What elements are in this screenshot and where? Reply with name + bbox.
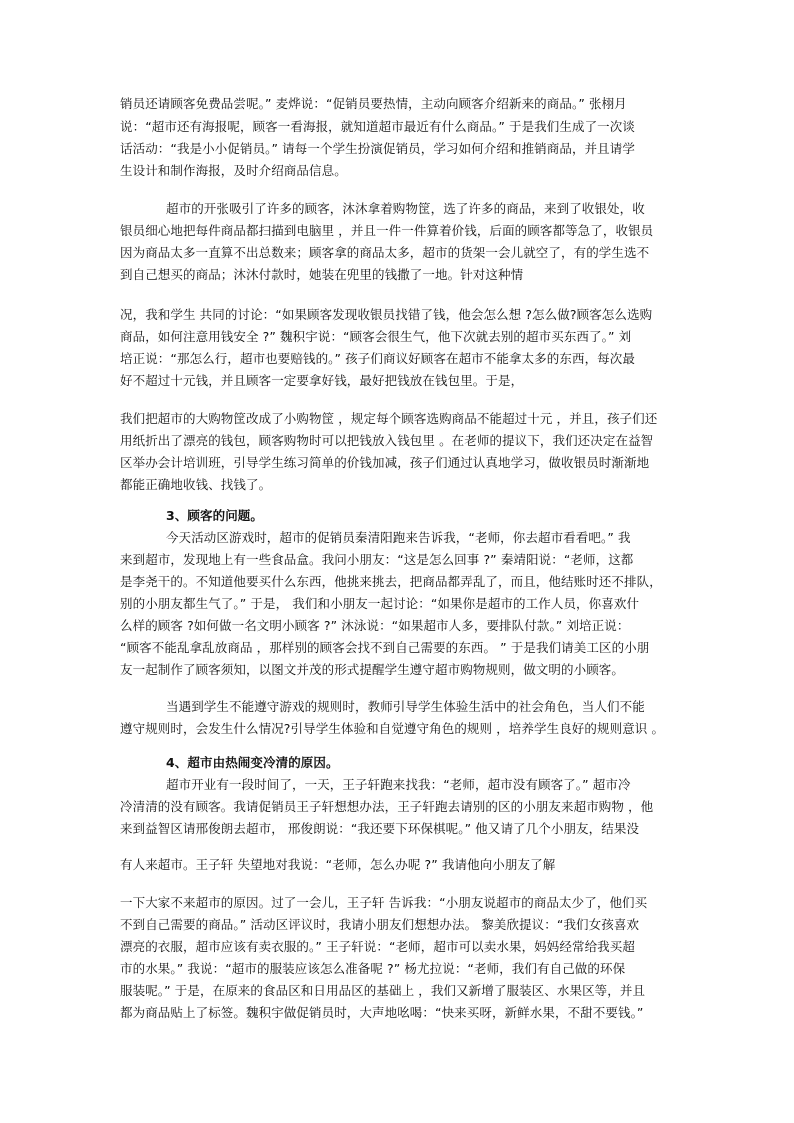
text-line: 说：“超市还有海报呢，顾客一看海报，就知道超市最近有什么商品。” 于是我们生成了一次谈 xyxy=(120,119,635,134)
text-line: 银员细心地把每件商品都扫描到电脑里 ，并且一件一件算着价钱，后面的顾客都等急了，收银员 xyxy=(120,223,654,238)
section-heading: 3、顾客的问题。 xyxy=(166,508,263,523)
paragraph-first-line: 当遇到学生不能遵守游戏的规则时，教师引导学生体验生活中的社会角色，当人们不能 xyxy=(166,699,645,714)
text-line: 商品，如何注意用钱安全 ?” 魏积宇说：“顾客会很生气，他下次就去别的超市买东西了。” 刘 xyxy=(120,329,632,344)
text-line: 有人来超市。王子轩 失望地对我说：“老师，怎么办呢 ?” 我请他向小朋友了解 xyxy=(120,857,556,872)
text-line: 一下大家不来超市的原因。过了一会儿，王子轩 告诉我：“小朋友说超市的商品太少了，他们买 xyxy=(120,895,648,910)
text-line: 生设计和制作海报，及时介绍商品信息。 xyxy=(120,163,347,178)
paragraph-first-line: 超市开业有一段时间了，一天，王子轩跑来找我：“老师，超市没有顾客了。” 超市冷 xyxy=(166,777,631,792)
text-line: 市的水果。” 我说：“超市的服装应该怎么准备呢 ?” 杨尤拉说：“老师，我们有自己做的环保 xyxy=(120,961,626,976)
text-line: 都为商品贴上了标签。魏积宇做促销员时，大声地吆喝：“快来买呀，新鲜水果，不甜不要钱。” xyxy=(120,1005,644,1020)
text-line: 销员还请顾客免费品尝呢。” 麦烨说：“促销员要热情，主动向顾客介绍新来的商品。” 张栩月 xyxy=(120,96,627,111)
text-line: 么样的顾客 ?如何做一名文明小顾客 ?” 沐泳说：“如果超市人多，要排队付款。” 刘培正说： xyxy=(120,618,630,633)
text-line: 到自己想买的商品；沐沐付款时，她装在兜里的钱撒了一地。针对这种情 xyxy=(120,267,524,282)
text-line: 话活动：“我是小小促销员。” 请每一个学生扮演促销员，学习如何介绍和推销商品，并且请学 xyxy=(120,141,635,156)
text-line: 服装呢。” 于是，在原来的食品区和日用品区的基础上 ，我们又新增了服装区、水果区等，并且 xyxy=(120,983,646,998)
text-line: 是李尧干的。不知道他要买什么东西，他挑来挑去，把商品都弄乱了，而且，他结账时还不排队， xyxy=(120,574,662,589)
text-line: 区举办会计培训班，引导学生练习简单的价钱加减，孩子们通过认真地学习，做收银员时渐渐地 xyxy=(120,455,650,470)
text-line: 用纸折出了漂亮的钱包，顾客购物时可以把钱放入钱包里 。在老师的提议下，我们还决定在益智 xyxy=(120,433,654,448)
text-line: 漂亮的衣服，超市应该有卖衣服的。” 王子轩说：“老师，超市可以卖水果，妈妈经常给我买超 xyxy=(120,939,635,954)
paragraph-first-line: 超市的开张吸引了许多的顾客，沐沐拿着购物筐，选了许多的商品，来到了收银处，收 xyxy=(166,201,645,216)
text-line: 好不超过十元钱，并且顾客一定要拿好钱，最好把钱放在钱包里。于是， xyxy=(120,373,524,388)
text-line: 冷清清的没有顾客。我请促销员王子轩想想办法，王子轩跑去请别的区的小朋友来超市购物 ，他 xyxy=(120,799,654,814)
text-line: 因为商品太多一直算不出总数来；顾客拿的商品太多，超市的货架一会儿就空了，有的学生选不 xyxy=(120,245,650,260)
text-line: 都能正确地收钱、找钱了。 xyxy=(120,477,272,492)
text-line: 不到自己需要的商品。” 活动区评议时，我请小朋友们想想办法。 黎美欣提议：“我们女孩喜欢 xyxy=(120,917,640,932)
text-line: 我们把超市的大购物筐改成了小购物筐 ，规定每个顾客选购商品不能超过十元 ，并且，孩子们还 xyxy=(120,411,658,426)
section-heading: 4、超市由热闹变冷清的原因。 xyxy=(166,755,339,770)
text-line: 培正说：“那怎么行，超市也要赔钱的。” 孩子们商议好顾客在超市不能拿太多的东西，每次最 xyxy=(120,351,635,366)
text-line: 况，我和学生 共同的讨论：“如果顾客发现收银员找错了钱，他会怎么想 ?怎么做?顾客怎么选购 xyxy=(120,307,653,322)
text-line: 来到益智区请邢俊朗去超市， 邢俊朗说：“我还要下环保棋呢。” 他又请了几个小朋友，结果没 xyxy=(120,821,640,836)
paragraph-first-line: 今天活动区游戏时，超市的促销员秦清阳跑来告诉我，“老师，你去超市看看吧。” 我 xyxy=(166,530,631,545)
text-line: “顾客不能乱拿乱放商品 ，那样别的顾客会找不到自己需要的东西。 ” 于是我们请美工区的小朋 xyxy=(120,640,650,655)
text-line: 来到超市，发现地上有一些食品盒。我问小朋友：“这是怎么回事 ?” 秦靖阳说：“老师，这都 xyxy=(120,552,634,567)
text-line: 别的小朋友都生气了。” 于是， 我们和小朋友一起讨论：“如果你是超市的工作人员，你喜欢什 xyxy=(120,596,640,611)
text-line: 遵守规则时，会发生什么情况?引导学生体验和自觉遵守角色的规则 ，培养学生良好的规则意识 。 xyxy=(120,721,665,736)
text-line: 友一起制作了顾客须知，以图文并茂的形式提醒学生遵守超市购物规则，做文明的小顾客。 xyxy=(120,662,625,677)
